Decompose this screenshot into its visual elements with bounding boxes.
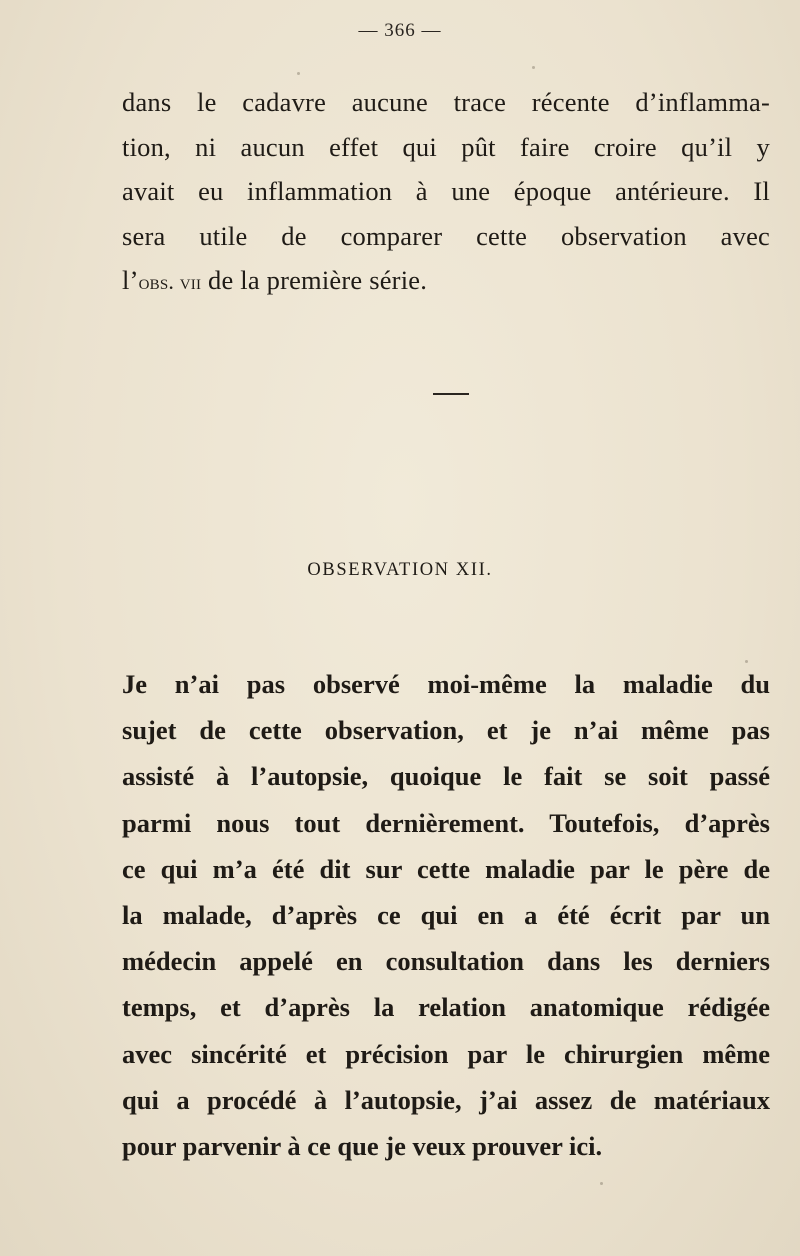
text-line: l’obs. vii de la première série. <box>122 265 428 295</box>
paragraph-continuation <box>122 80 770 305</box>
text-line: parmi nous tout dernièrement. Toutefois, d’après <box>122 807 770 838</box>
page-number: — 366 — <box>358 20 442 41</box>
paper-speck <box>745 660 748 663</box>
text-line: sujet de cette observation, et je n’ai même pas <box>122 715 770 746</box>
text-line: temps, et d’après la relation anatomique rédigée <box>122 992 770 1023</box>
text-line: sera utile de comparer cette observation avec <box>122 220 770 251</box>
section-separator <box>433 393 469 395</box>
text-line: Je n’ai pas observé moi-même la maladie du <box>122 669 770 699</box>
text-line: qui a procédé à l’autopsie, j’ai assez de matériaux <box>122 1084 770 1115</box>
text-line: médecin appelé en consultation dans les derniers <box>122 946 770 977</box>
paper-speck <box>297 72 300 75</box>
observation-paragraph <box>122 661 770 1169</box>
text-line: assisté à l’autopsie, quoique le fait se soit passé <box>122 761 770 792</box>
text-line: pour parvenir à ce que je veux prouver ici. <box>122 1131 603 1162</box>
text-line: avec sincérité et précision par le chirurgien même <box>122 1038 770 1069</box>
paper-speck <box>600 1182 603 1185</box>
observation-heading: OBSERVATION XII. <box>307 560 493 580</box>
text-line: avait eu inflammation à une époque antérieure. Il <box>122 176 770 206</box>
text-line: ce qui m’a été dit sur cette maladie par le père de <box>122 853 770 884</box>
text-line: dans le cadavre aucune trace récente d’inflamma- <box>122 87 770 117</box>
text-line: la malade, d’après ce qui en a été écrit par un <box>122 900 770 931</box>
paper-speck <box>532 66 535 69</box>
text-line: tion, ni aucun effet qui pût faire croire qu’il y <box>122 131 770 162</box>
